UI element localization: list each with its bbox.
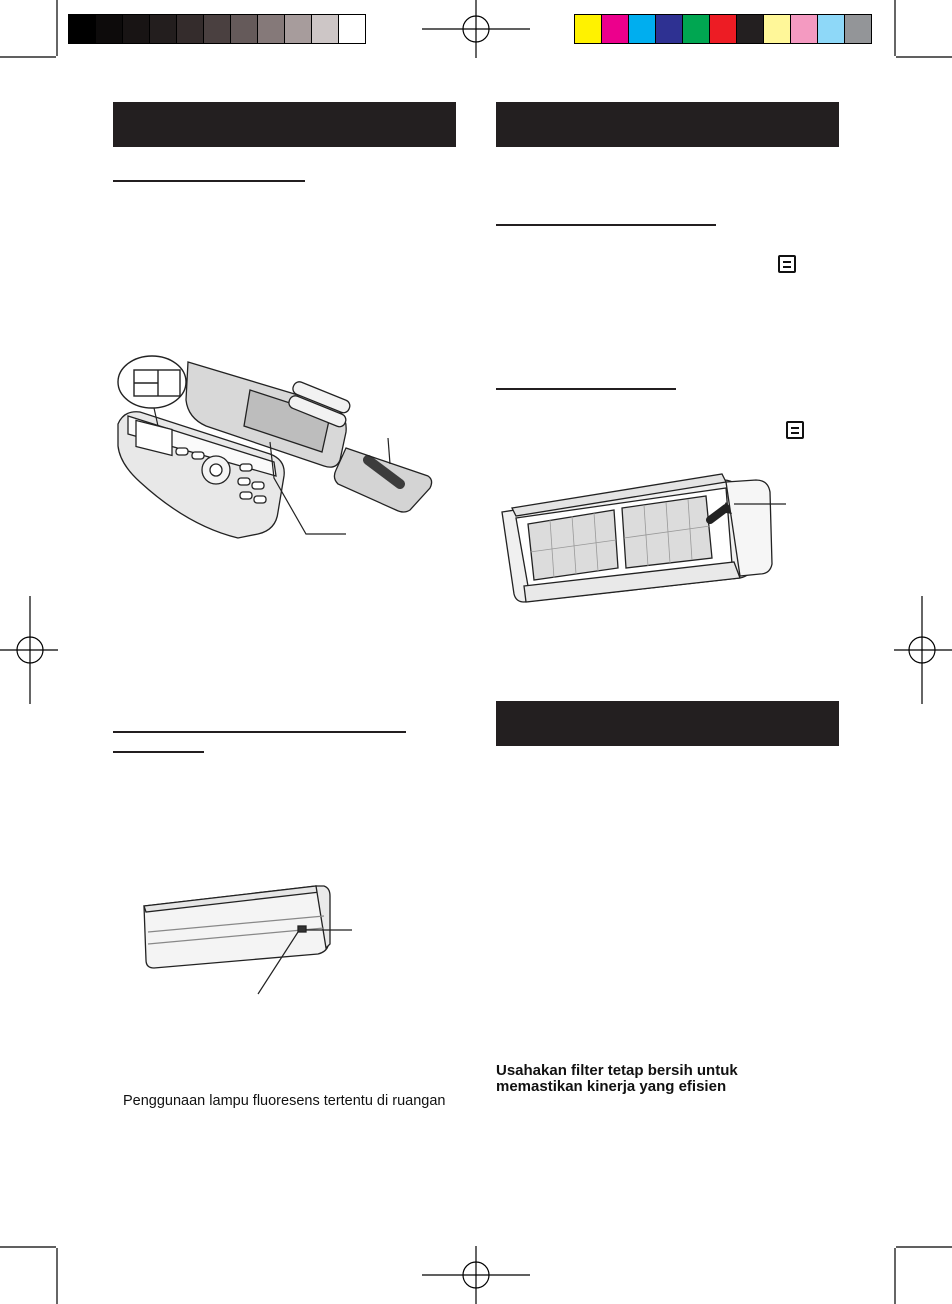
subheading-rule bbox=[113, 751, 204, 753]
color-swatch bbox=[150, 15, 177, 43]
filter-tip-text bbox=[496, 1063, 826, 1095]
color-swatch bbox=[710, 15, 737, 43]
color-swatch bbox=[845, 15, 871, 43]
subheading-rule bbox=[496, 224, 716, 226]
color-swatch bbox=[737, 15, 764, 43]
menu-list-icon bbox=[786, 421, 804, 439]
color-swatch bbox=[123, 15, 150, 43]
section-header-bar-right bbox=[496, 102, 839, 147]
subheading-rule bbox=[113, 180, 305, 182]
color-swatch bbox=[177, 15, 204, 43]
color-swatch bbox=[656, 15, 683, 43]
color-swatch bbox=[339, 15, 365, 43]
color-swatch bbox=[791, 15, 818, 43]
menu-list-icon bbox=[778, 255, 796, 273]
color-swatch bbox=[285, 15, 312, 43]
color-swatch bbox=[204, 15, 231, 43]
color-swatch bbox=[69, 15, 96, 43]
indoor-unit-filter-illustration bbox=[494, 468, 804, 608]
section-header-bar-left bbox=[113, 102, 456, 147]
color-swatch bbox=[629, 15, 656, 43]
color-swatch bbox=[258, 15, 285, 43]
color-swatch bbox=[764, 15, 791, 43]
subheading-rule bbox=[113, 731, 406, 733]
filter-tip-line: memastikan kinerja yang efisien bbox=[496, 1078, 727, 1095]
color-swatch bbox=[818, 15, 845, 43]
indoor-unit-receiver-illustration bbox=[140, 882, 370, 997]
color-swatch bbox=[683, 15, 710, 43]
color-swatch bbox=[231, 15, 258, 43]
remote-battery-illustration bbox=[110, 352, 450, 542]
color-swatch bbox=[96, 15, 123, 43]
filter-tip-line: Usahakan filter tetap bersih untuk bbox=[496, 1062, 738, 1079]
color-swatch bbox=[575, 15, 602, 43]
grayscale-color-bar bbox=[68, 14, 366, 44]
process-color-bar bbox=[574, 14, 872, 44]
section-header-bar-filter bbox=[496, 701, 839, 746]
color-swatch bbox=[602, 15, 629, 43]
subheading-rule bbox=[496, 388, 676, 390]
fluorescent-note: Penggunaan lampu fluoresens tertentu di ruangan bbox=[123, 1093, 446, 1109]
color-swatch bbox=[312, 15, 339, 43]
